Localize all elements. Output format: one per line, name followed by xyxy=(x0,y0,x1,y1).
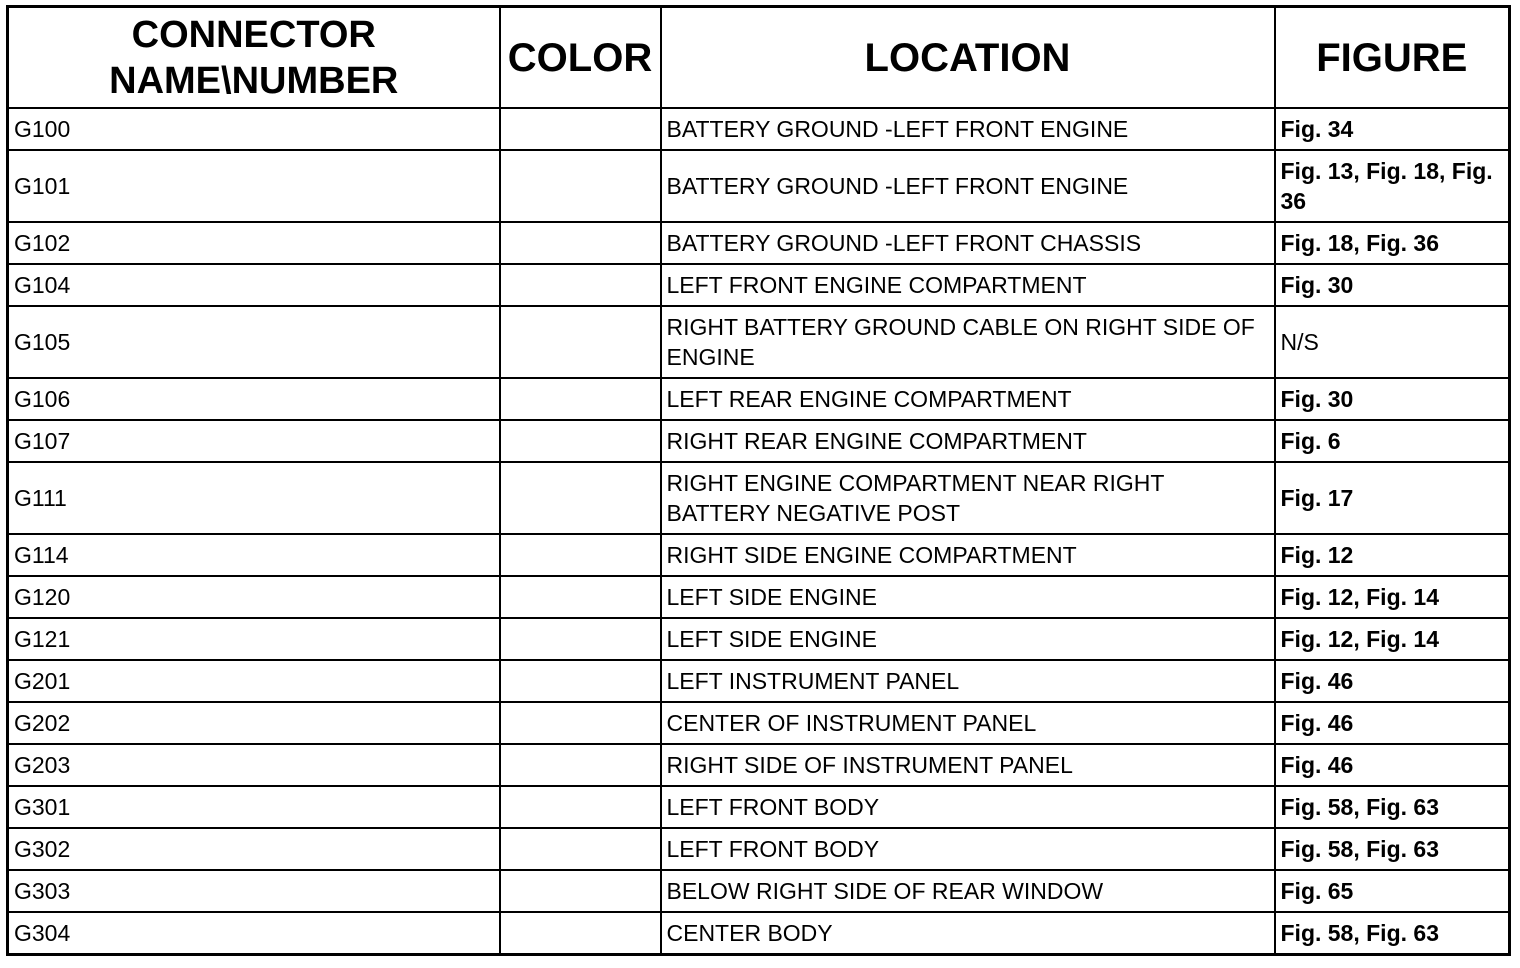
table-row xyxy=(8,108,1510,150)
cell-location: RIGHT REAR ENGINE COMPARTMENT xyxy=(661,420,1275,462)
cell-location: LEFT FRONT ENGINE COMPARTMENT xyxy=(661,264,1275,306)
cell-connector-name: G203 xyxy=(8,744,500,786)
table-row xyxy=(8,420,1510,462)
cell-location: RIGHT SIDE OF INSTRUMENT PANEL xyxy=(661,744,1275,786)
cell-figure: N/S xyxy=(1275,306,1510,378)
cell-location: RIGHT BATTERY GROUND CABLE ON RIGHT SIDE OF ENGINE xyxy=(661,306,1275,378)
cell-location: LEFT SIDE ENGINE xyxy=(661,618,1275,660)
table-row xyxy=(8,912,1510,955)
cell-color xyxy=(500,378,661,420)
cell-connector-name: G304 xyxy=(8,912,500,955)
cell-location: BATTERY GROUND -LEFT FRONT ENGINE xyxy=(661,150,1275,222)
table-body xyxy=(8,108,1510,955)
cell-connector-name: G301 xyxy=(8,786,500,828)
cell-color xyxy=(500,576,661,618)
cell-location: BATTERY GROUND -LEFT FRONT CHASSIS xyxy=(661,222,1275,264)
header-color: COLOR xyxy=(500,7,661,109)
cell-figure: Fig. 12, Fig. 14 xyxy=(1275,618,1510,660)
table-row xyxy=(8,828,1510,870)
cell-location: LEFT REAR ENGINE COMPARTMENT xyxy=(661,378,1275,420)
cell-figure: Fig. 17 xyxy=(1275,462,1510,534)
cell-location: LEFT FRONT BODY xyxy=(661,828,1275,870)
header-row xyxy=(8,7,1510,109)
cell-figure: Fig. 46 xyxy=(1275,744,1510,786)
header-figure: FIGURE xyxy=(1275,7,1510,109)
cell-color xyxy=(500,306,661,378)
cell-connector-name: G104 xyxy=(8,264,500,306)
cell-color xyxy=(500,870,661,912)
cell-connector-name: G105 xyxy=(8,306,500,378)
table-row xyxy=(8,870,1510,912)
cell-color xyxy=(500,264,661,306)
cell-location: CENTER BODY xyxy=(661,912,1275,955)
cell-location: CENTER OF INSTRUMENT PANEL xyxy=(661,702,1275,744)
cell-location: LEFT SIDE ENGINE xyxy=(661,576,1275,618)
table-row xyxy=(8,264,1510,306)
cell-connector-name: G102 xyxy=(8,222,500,264)
table-row xyxy=(8,576,1510,618)
table-row xyxy=(8,150,1510,222)
cell-connector-name: G107 xyxy=(8,420,500,462)
table-row xyxy=(8,462,1510,534)
cell-connector-name: G120 xyxy=(8,576,500,618)
cell-connector-name: G201 xyxy=(8,660,500,702)
header-connector-line2: NAME\NUMBER xyxy=(109,59,399,102)
table-row xyxy=(8,534,1510,576)
cell-connector-name: G106 xyxy=(8,378,500,420)
cell-figure: Fig. 30 xyxy=(1275,264,1510,306)
cell-connector-name: G202 xyxy=(8,702,500,744)
table-row xyxy=(8,378,1510,420)
table-row xyxy=(8,702,1510,744)
cell-connector-name: G100 xyxy=(8,108,500,150)
cell-figure: Fig. 30 xyxy=(1275,378,1510,420)
table-row xyxy=(8,744,1510,786)
cell-color xyxy=(500,702,661,744)
cell-color xyxy=(500,912,661,955)
cell-connector-name: G303 xyxy=(8,870,500,912)
cell-figure: Fig. 46 xyxy=(1275,702,1510,744)
header-location: LOCATION xyxy=(661,7,1275,109)
header-connector-name xyxy=(8,7,500,109)
cell-figure: Fig. 12 xyxy=(1275,534,1510,576)
table-row xyxy=(8,660,1510,702)
cell-location: RIGHT SIDE ENGINE COMPARTMENT xyxy=(661,534,1275,576)
cell-connector-name: G101 xyxy=(8,150,500,222)
table-row xyxy=(8,618,1510,660)
cell-figure: Fig. 65 xyxy=(1275,870,1510,912)
cell-color xyxy=(500,828,661,870)
cell-color xyxy=(500,744,661,786)
cell-color xyxy=(500,222,661,264)
cell-color xyxy=(500,786,661,828)
cell-color xyxy=(500,420,661,462)
table-row xyxy=(8,786,1510,828)
cell-figure: Fig. 13, Fig. 18, Fig. 36 xyxy=(1275,150,1510,222)
cell-color xyxy=(500,462,661,534)
table-row xyxy=(8,222,1510,264)
connector-location-table xyxy=(6,5,1511,956)
cell-figure: Fig. 46 xyxy=(1275,660,1510,702)
cell-figure: Fig. 12, Fig. 14 xyxy=(1275,576,1510,618)
cell-figure: Fig. 6 xyxy=(1275,420,1510,462)
cell-color xyxy=(500,660,661,702)
cell-connector-name: G114 xyxy=(8,534,500,576)
table-row xyxy=(8,306,1510,378)
cell-location: LEFT FRONT BODY xyxy=(661,786,1275,828)
cell-connector-name: G302 xyxy=(8,828,500,870)
cell-figure: Fig. 58, Fig. 63 xyxy=(1275,912,1510,955)
cell-color xyxy=(500,534,661,576)
cell-figure: Fig. 18, Fig. 36 xyxy=(1275,222,1510,264)
cell-figure: Fig. 58, Fig. 63 xyxy=(1275,786,1510,828)
cell-location: BATTERY GROUND -LEFT FRONT ENGINE xyxy=(661,108,1275,150)
cell-figure: Fig. 58, Fig. 63 xyxy=(1275,828,1510,870)
cell-color xyxy=(500,108,661,150)
cell-location: RIGHT ENGINE COMPARTMENT NEAR RIGHT BATTERY NEGATIVE POST xyxy=(661,462,1275,534)
cell-color xyxy=(500,618,661,660)
cell-figure: Fig. 34 xyxy=(1275,108,1510,150)
header-connector-line1: CONNECTOR xyxy=(131,13,376,56)
cell-connector-name: G111 xyxy=(8,462,500,534)
cell-color xyxy=(500,150,661,222)
cell-location: LEFT INSTRUMENT PANEL xyxy=(661,660,1275,702)
cell-connector-name: G121 xyxy=(8,618,500,660)
cell-location: BELOW RIGHT SIDE OF REAR WINDOW xyxy=(661,870,1275,912)
